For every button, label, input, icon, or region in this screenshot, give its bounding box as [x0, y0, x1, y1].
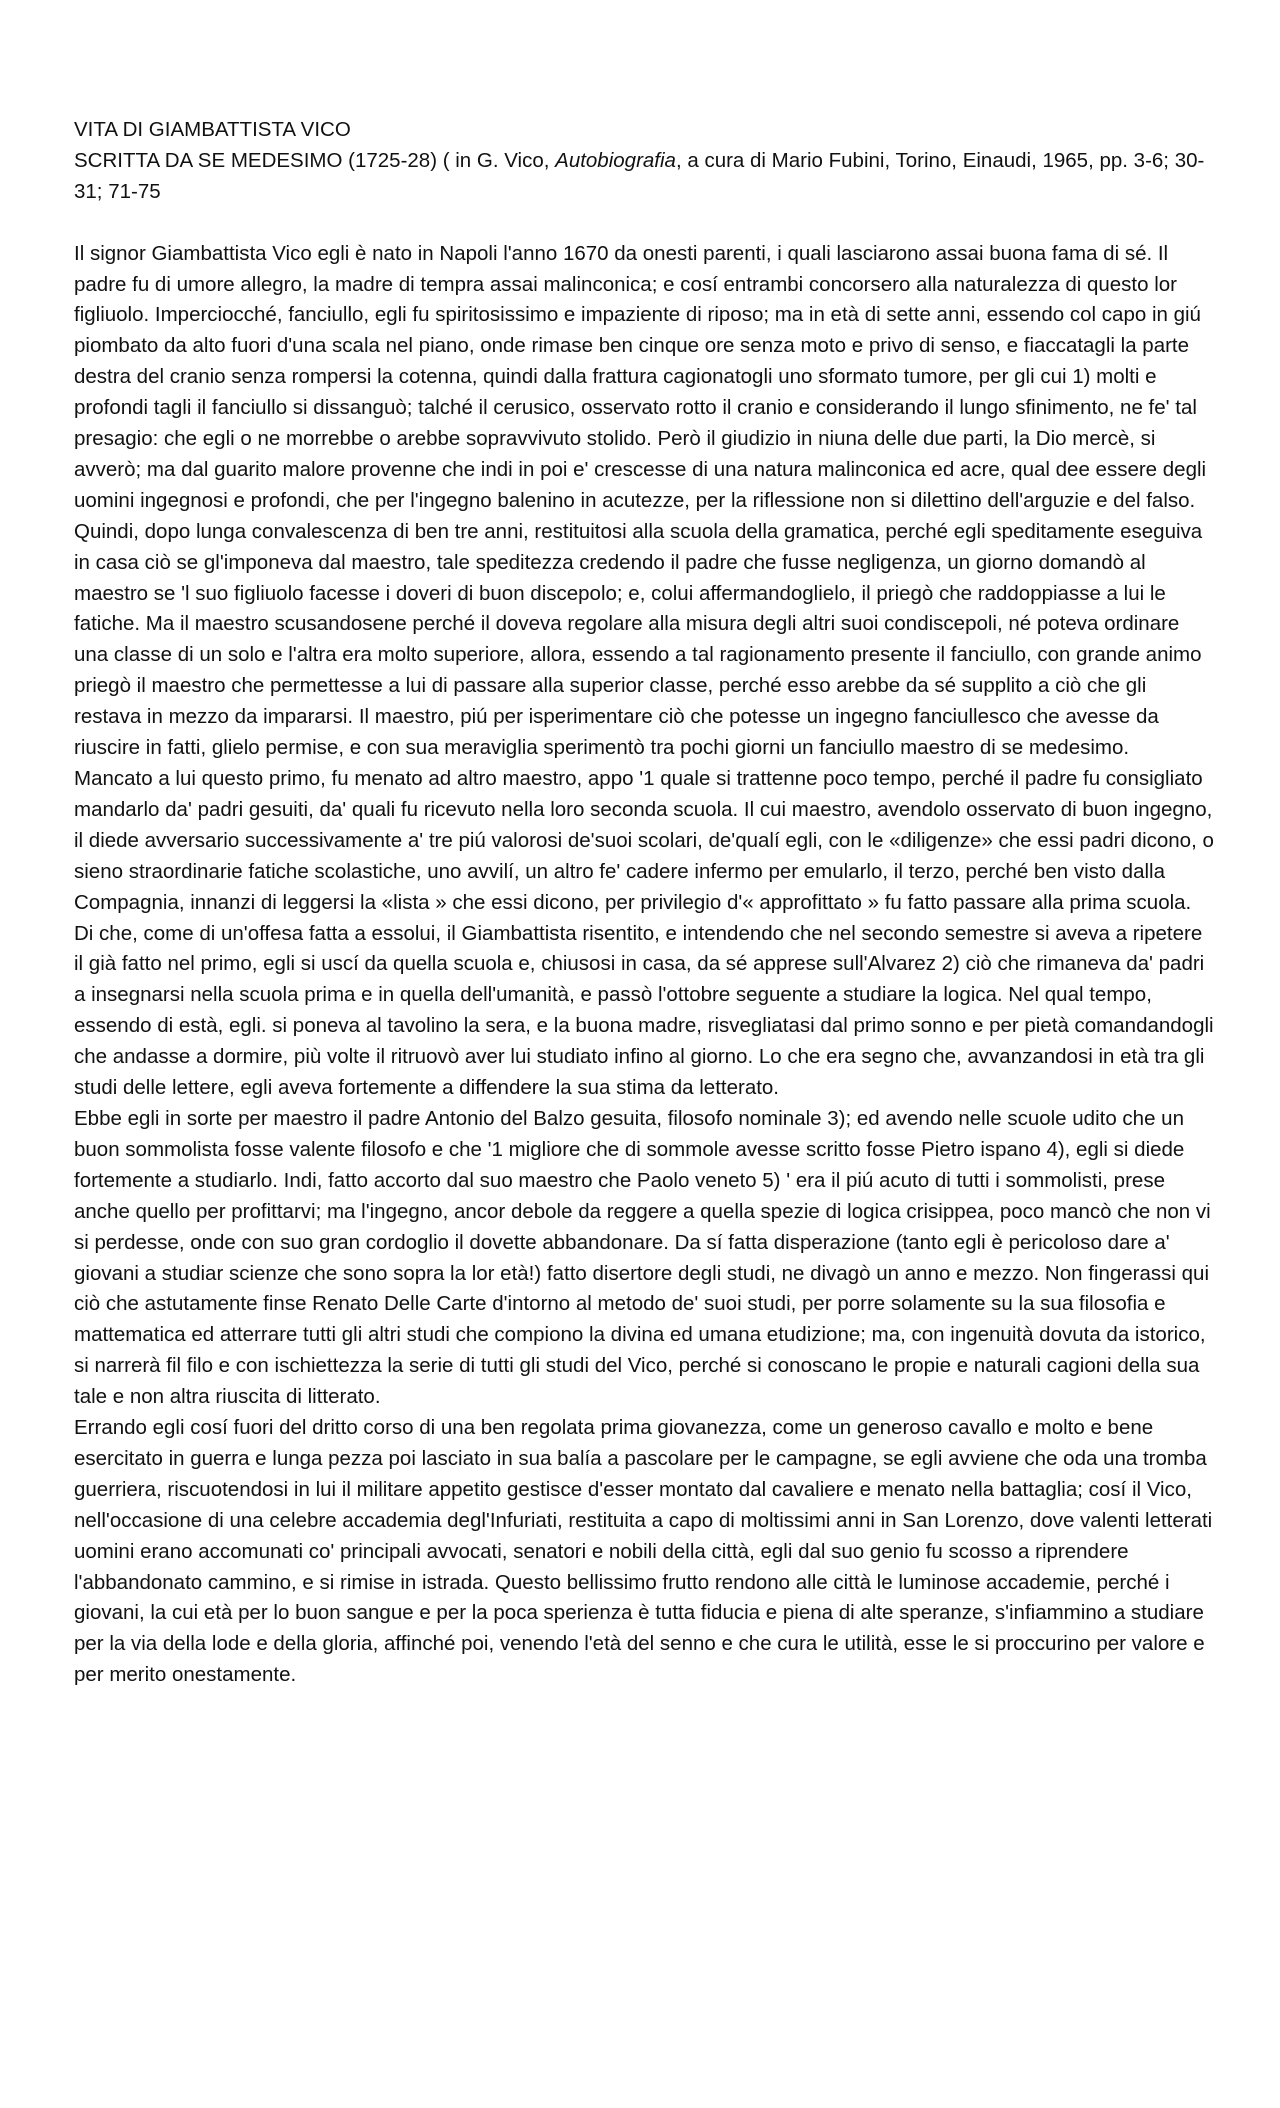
paragraph-3: Mancato a lui questo primo, fu menato ad altro maestro, appo '1 quale si trattenne poco tempo, perché il padre fu consigliato mandarlo da' padri gesuiti, da' quali fu ricevuto nella loro seconda scuola. Il cui maestro, avendolo osservato di buon ingegno, il diede avversario successivamente a' tre piú valorosi de'suoi scolari, de'qualí egli, con le «diligenze» che essi padri dicono, o sieno straordinarie fatiche scolastiche, uno avvilí, un altro fe' cadere infermo per emularlo, il terzo, perché ben visto dalla Compagnia, innanzi di leggersi la «lista » che essi dicono, per privilegio d'« approfittato » fu fatto passare alla prima scuola. Di che, come di un'offesa fatta a essolui, il Giambattista risentito, e intendendo che nel secondo semestre si aveva a ripetere il già fatto nel primo, egli si uscí da quella scuola e, chiusosi in casa, da sé apprese sull'Alvarez 2) ciò che rimaneva da' padri a insegnarsi nella scuola prima e in quella dell'umanità, e passò l'ottobre seguente a studiare la logica. Nel qual tempo, essendo di està, egli. si poneva al tavolino la sera, e la buona madre, risvegliatasi dal primo sonno e per pietà comandandogli che andasse a dormire, più volte il ritruovò aver lui studiato infino al giorno. Lo che era segno che, avvanzandosi in età tra gli studi delle lettere, egli aveva fortemente a diffendere la sua stima da letterato.: [74, 767, 1214, 1100]
document-title: VITA DI GIAMBATTISTA VICO: [74, 118, 351, 141]
paragraph-1: Il signor Giambattista Vico egli è nato in Napoli l'anno 1670 da onesti parenti, i quali lasciarono assai buona fama di sé. Il padre fu di umore allegro, la madre di tempra assai malinconica; e cosí entrambi concorsero alla naturalezza di questo lor figliuolo. Imperciocché, fanciullo, egli fu spiritosissimo e impaziente di riposo; ma in età di sette anni, essendo col capo in giú piombato da alto fuori d'una scala nel piano, onde rimase ben cinque ore senza moto e privo di senso, e fiaccatagli la parte destra del cranio senza rompersi la cotenna, quindi dalla frattura cagionatogli uno sformato tumore, per gli cui 1) molti e profondi tagli il fanciullo si dissanguò; talché il cerusico, osservato rotto il cranio e considerando il lungo sfinimento, ne fe' tal presagio: che egli o ne morrebbe o arebbe sopravvivuto stolido. Però il giudizio in niuna delle due parti, la Dio mercè, si avverò; ma dal guarito malore provenne che indi in poi e' crescesse di una natura malinconica ed acre, qual dee essere degli uomini ingegnosi e profondi, che per l'ingegno balenino in acutezze, per la riflessione non si dilettino dell'arguzie e del falso.: [74, 241, 1207, 512]
paragraph-5: Errando egli cosí fuori del dritto corso di una ben regolata prima giovanezza, come un generoso cavallo e molto e bene esercitato in guerra e lunga pezza poi lasciato in sua balía a pascolare per le campagne, se egli avviene che oda una tromba guerriera, riscuotendosi in lui il militare appetito gestisce d'esser montato dal cavaliere e menato nella battaglia; cosí il Vico, nell'occasione di una celebre accademia degl'Infuriati, restituita a capo di moltissimi anni in San Lorenzo, dove valenti letterati uomini erano accomunati co' principali avvocati, senatori e nobili della città, egli dal suo genio fu scosso a riprendere l'abbandonato cammino, e si rimise in istrada. Questo bellissimo frutto rendono alle città le luminose accademie, perché i giovani, la cui età per lo buon sangue e per la poca sperienza è tutta fiducia e piena di alte speranze, s'infiammino a studiare per la via della lode e della gloria, affinché poi, venendo l'età del senno e che cura le utilità, esse le si proccurino per valore e per merito onestamente.: [74, 1416, 1213, 1687]
citation-suffix: , a cura di Mario Fubini, Torino, Einaudi, 1965, pp. 3-6; 30-31; 71-75: [74, 148, 1205, 203]
document-citation: [74, 146, 1214, 208]
citation-work-title: Autobiografia: [555, 148, 676, 172]
document-page: [74, 115, 1214, 1691]
paragraph-2: Quindi, dopo lunga convalescenza di ben tre anni, restituitosi alla scuola della gramatica, perché egli speditamente eseguiva in casa ciò se gl'imponeva dal maestro, tale speditezza credendo il padre che fusse negligenza, un giorno domandò al maestro se 'l suo figliuolo facesse i doveri di buon discepolo; e, colui affermandoglielo, il priegò che raddoppiasse a lui le fatiche. Ma il maestro scusandosene perché il doveva regolare alla misura degli altri suoi condiscepoli, né poteva ordinare una classe di un solo e l'altra era molto superiore, allora, essendo a tal ragionamento presente il fanciullo, con grande animo priegò il maestro che permettesse a lui di passare alla superior classe, perché esso arebbe da sé supplito a ciò che gli restava in mezzo da impararsi. Il maestro, piú per isperimentare ciò che potesse un ingegno fanciullesco che avesse da riuscire in fatti, glielo permise, e con sua meraviglia sperimentò tra pochi giorni un fanciullo maestro di se medesimo.: [74, 519, 1203, 760]
citation-prefix: SCRITTA DA SE MEDESIMO (1725-28) ( in G. Vico,: [74, 148, 556, 172]
paragraph-4: Ebbe egli in sorte per maestro il padre Antonio del Balzo gesuita, filosofo nominale 3); ed avendo nelle scuole udito che un buon sommolista fosse valente filosofo e che '1 migliore che di sommole avesse scritto fosse Pietro ispano 4), egli si diede fortemente a studiarlo. Indi, fatto accorto dal suo maestro che Paolo veneto 5) ' era il piú acuto di tutti i sommolisti, prese anche quello per profittarvi; ma l'ingegno, ancor debole da reggere a quella spezie di logica crisippea, poco mancò che non vi si perdesse, onde con suo gran cordoglio il dovette abbandonare. Da sí fatta disperazione (tanto egli è pericoloso dare a' giovani a studiar scienze che sono sopra la lor età!) fatto disertore degli studi, ne divagò un anno e mezzo. Non fingerassi qui ciò che astutamente finse Renato Delle Carte d'intorno al metodo de' suoi studi, per porre solamente su la sua filosofia e mattematica ed atterrare tutti gli altri studi che compiono la divina ed umana etudizione; ma, con ingenuità dovuta da istorico, si narrerà fil filo e con ischiettezza la serie di tutti gli studi del Vico, perché si conoscano le propie e naturali cagioni della sua tale e non altra riuscita di litterato.: [74, 1106, 1211, 1409]
